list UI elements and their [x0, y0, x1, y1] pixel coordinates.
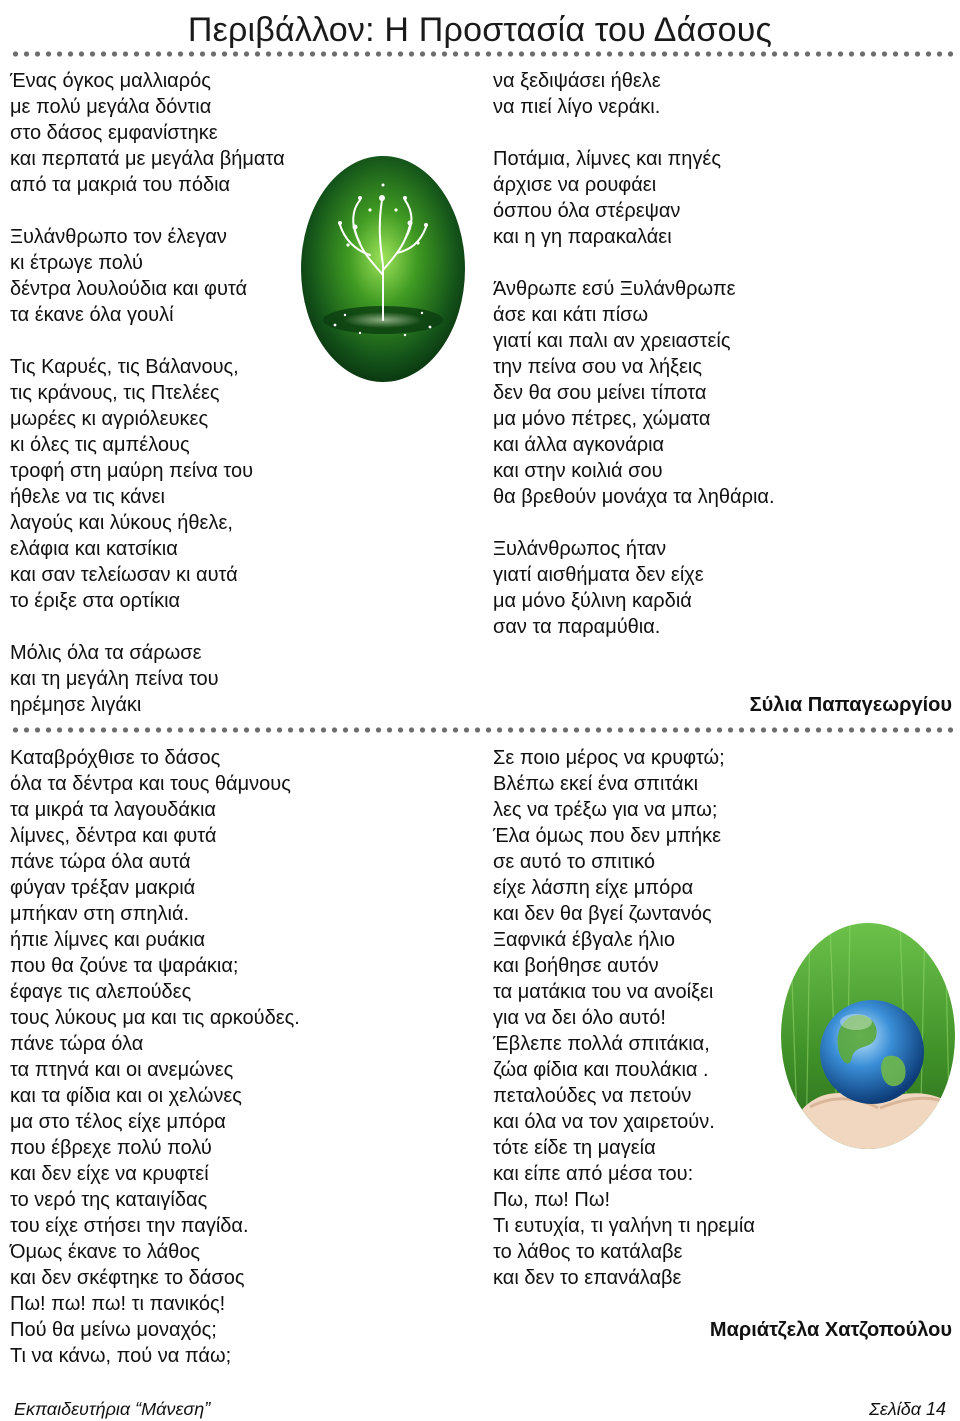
- verse-line: για να δει όλο αυτό!: [493, 1007, 666, 1029]
- verse-line: μωρέες κι αγριόλευκες: [10, 408, 209, 430]
- verse-line: τους λύκους μα και τις αρκούδες.: [10, 1007, 300, 1029]
- verse-line: μα στο τέλος είχε μπόρα: [10, 1111, 226, 1133]
- verse-line: του είχε στήσει την παγίδα.: [10, 1215, 249, 1237]
- verse-line: και βοήθησε αυτόν: [493, 955, 659, 977]
- footer-school-name: Εκπαιδευτήρια “Μάνεση”: [14, 1399, 211, 1419]
- verse-line: σε αυτό το σπιτικό: [493, 851, 656, 873]
- verse-line: Ξυλάνθρωπος ήταν: [493, 538, 667, 560]
- verse-line: τα μικρά τα λαγουδάκια: [10, 799, 216, 821]
- verse-line: να ξεδιψάσει ήθελε: [493, 70, 661, 92]
- verse-line: μα μόνο ξύλινη καρδιά: [493, 590, 692, 612]
- verse-line: ήπιε λίμνες και ρυάκια: [10, 929, 206, 951]
- verse-line: ζώα φίδια και πουλάκια .: [493, 1059, 709, 1081]
- verse-line: με πολύ μεγάλα δόντια: [10, 96, 212, 118]
- verse-line: Ποτάμια, λίμνες και πηγές: [493, 148, 721, 170]
- verse-line: Άνθρωπε εσύ Ξυλάνθρωπε: [493, 278, 736, 300]
- verse-line: κι όλες τις αμπέλους: [10, 434, 190, 456]
- verse-line: μα μόνο πέτρες, χώματα: [493, 408, 711, 430]
- dotted-divider-middle: [10, 726, 956, 734]
- verse-line: λες να τρέξω για να μπω;: [493, 799, 718, 821]
- verse-line: Σε ποιο μέρος να κρυφτώ;: [493, 747, 725, 769]
- verse-line: τις κράνους, τις Πτελέες: [10, 382, 220, 404]
- poem1-author: Σύλια Παπαγεωργίου: [749, 694, 952, 716]
- verse-line: είχε λάσπη είχε μπόρα: [493, 877, 694, 899]
- verse-line: έφαγε τις αλεπούδες: [10, 981, 192, 1003]
- verse-line: Πού θα μείνω μοναχός;: [10, 1319, 217, 1341]
- verse-line: Μόλις όλα τα σάρωσε: [10, 642, 202, 664]
- verse-line: γιατί και παλι αν χρειαστείς: [493, 330, 731, 352]
- stanza-gap: [10, 328, 285, 354]
- verse-line: Έλα όμως που δεν μπήκε: [493, 825, 722, 847]
- verse-line: Έβλεπε πολλά σπιτάκια,: [493, 1033, 710, 1055]
- verse-line: Τι να κάνω, πού να πάω;: [10, 1345, 232, 1367]
- verse-line: φύγαν τρέξαν μακριά: [10, 877, 196, 899]
- page-title: Περιβάλλον: Η Προστασία του Δάσους: [187, 11, 773, 49]
- verse-line: το λάθος το κατάλαβε: [493, 1241, 683, 1263]
- verse-line: και η γη παρακαλάει: [493, 226, 672, 248]
- verse-line: τα ματάκια του να ανοίξει: [493, 981, 714, 1003]
- verse-line: και δεν θα βγεί ζωντανός: [493, 903, 712, 925]
- poem2-right-column: [493, 745, 755, 1291]
- verse-line: όλα τα δέντρα και τους θάμνους: [10, 773, 291, 795]
- verse-line: και τα φίδια και οι χελώνες: [10, 1085, 242, 1107]
- verse-line: και άλλα αγκονάρια: [493, 434, 665, 456]
- verse-line: την πείνα σου να λήξεις: [493, 356, 703, 378]
- verse-line: και τη μεγάλη πείνα του: [10, 668, 219, 690]
- verse-line: το έριξε στα ορτίκια: [10, 590, 181, 612]
- verse-line: Βλέπω εκεί ένα σπιτάκι: [493, 773, 699, 795]
- verse-line: και όλα να τον χαιρετούν.: [493, 1111, 715, 1133]
- verse-line: και δεν το επανάλαβε: [493, 1267, 682, 1289]
- verse-line: τα πτηνά και οι ανεμώνες: [10, 1059, 234, 1081]
- verse-line: Ένας όγκος μαλλιαρός: [10, 70, 211, 92]
- stanza-gap: [493, 120, 775, 146]
- verse-line: και περπατά με μεγάλα βήματα: [10, 148, 285, 170]
- verse-line: από τα μακριά του πόδια: [10, 174, 231, 196]
- verse-line: Πω, πω! Πω!: [493, 1189, 611, 1211]
- footer-page-number: Σελίδα 14: [869, 1399, 946, 1419]
- verse-line: Πω! πω! πω! τι πανικός!: [10, 1293, 226, 1315]
- verse-line: ελάφια και κατσίκια: [10, 538, 178, 560]
- verse-line: που θα ζούνε τα ψαράκια;: [10, 955, 239, 977]
- verse-line: άρχισε να ρουφάει: [493, 174, 657, 196]
- verse-line: λίμνες, δέντρα και φυτά: [10, 825, 217, 847]
- stanza-gap: [493, 510, 775, 536]
- verse-line: και σαν τελείωσαν κι αυτά: [10, 564, 238, 586]
- stanza-gap: [10, 198, 285, 224]
- verse-line: Τι ευτυχία, τι γαλήνη τι ηρεμία: [493, 1215, 755, 1237]
- verse-line: Ξαφνικά έβγαλε ήλιο: [493, 929, 675, 951]
- stanza-gap: [10, 614, 285, 640]
- verse-line: σαν τα παραμύθια.: [493, 616, 661, 638]
- verse-line: Όμως έκανε το λάθος: [10, 1241, 200, 1263]
- poem1-left-column: [10, 68, 285, 718]
- poem2-left-column: [10, 745, 300, 1369]
- verse-line: πάνε τώρα όλα: [10, 1033, 144, 1055]
- verse-line: που έβρεχε πολύ πολύ: [10, 1137, 212, 1159]
- verse-line: όσπου όλα στέρεψαν: [493, 200, 681, 222]
- verse-line: στο δάσος εμφανίστηκε: [10, 122, 218, 144]
- verse-line: ηρέμησε λιγάκι: [10, 694, 142, 716]
- verse-line: το νερό της καταιγίδας: [10, 1189, 208, 1211]
- verse-line: τα έκανε όλα γουλί: [10, 304, 174, 326]
- tree-illustration: [300, 155, 466, 383]
- verse-line: μπήκαν στη σπηλιά.: [10, 903, 190, 925]
- verse-line: τροφή στη μαύρη πείνα του: [10, 460, 254, 482]
- dotted-divider-top: [10, 50, 956, 58]
- verse-line: άσε και κάτι πίσω: [493, 304, 649, 326]
- verse-line: γιατί αισθήματα δεν είχε: [493, 564, 704, 586]
- globe-in-hands-photo: [780, 922, 956, 1150]
- verse-line: να πιεί λίγο νεράκι.: [493, 96, 661, 118]
- verse-line: και είπε από μέσα του:: [493, 1163, 694, 1185]
- verse-line: θα βρεθούν μονάχα τα ληθάρια.: [493, 486, 775, 508]
- verse-line: πάνε τώρα όλα αυτά: [10, 851, 191, 873]
- verse-line: ήθελε να τις κάνει: [10, 486, 165, 508]
- verse-line: και δεν είχε να κρυφτεί: [10, 1163, 209, 1185]
- verse-line: και δεν σκέφτηκε το δάσος: [10, 1267, 245, 1289]
- verse-line: κι έτρωγε πολύ: [10, 252, 143, 274]
- verse-line: Ξυλάνθρωπο τον έλεγαν: [10, 226, 227, 248]
- verse-line: και στην κοιλιά σου: [493, 460, 663, 482]
- poem2-author: Μαριάτζελα Χατζοπούλου: [709, 1319, 952, 1341]
- verse-line: Καταβρόχθισε το δάσος: [10, 747, 221, 769]
- verse-line: δεν θα σου μείνει τίποτα: [493, 382, 707, 404]
- verse-line: λαγούς και λύκους ήθελε,: [10, 512, 233, 534]
- verse-line: δέντρα λουλούδια και φυτά: [10, 278, 248, 300]
- verse-line: Τις Καρυές, τις Βάλανους,: [10, 356, 239, 378]
- verse-line: τότε είδε τη μαγεία: [493, 1137, 656, 1159]
- stanza-gap: [493, 250, 775, 276]
- verse-line: πεταλούδες να πετούν: [493, 1085, 692, 1107]
- poem1-right-column: [493, 68, 775, 640]
